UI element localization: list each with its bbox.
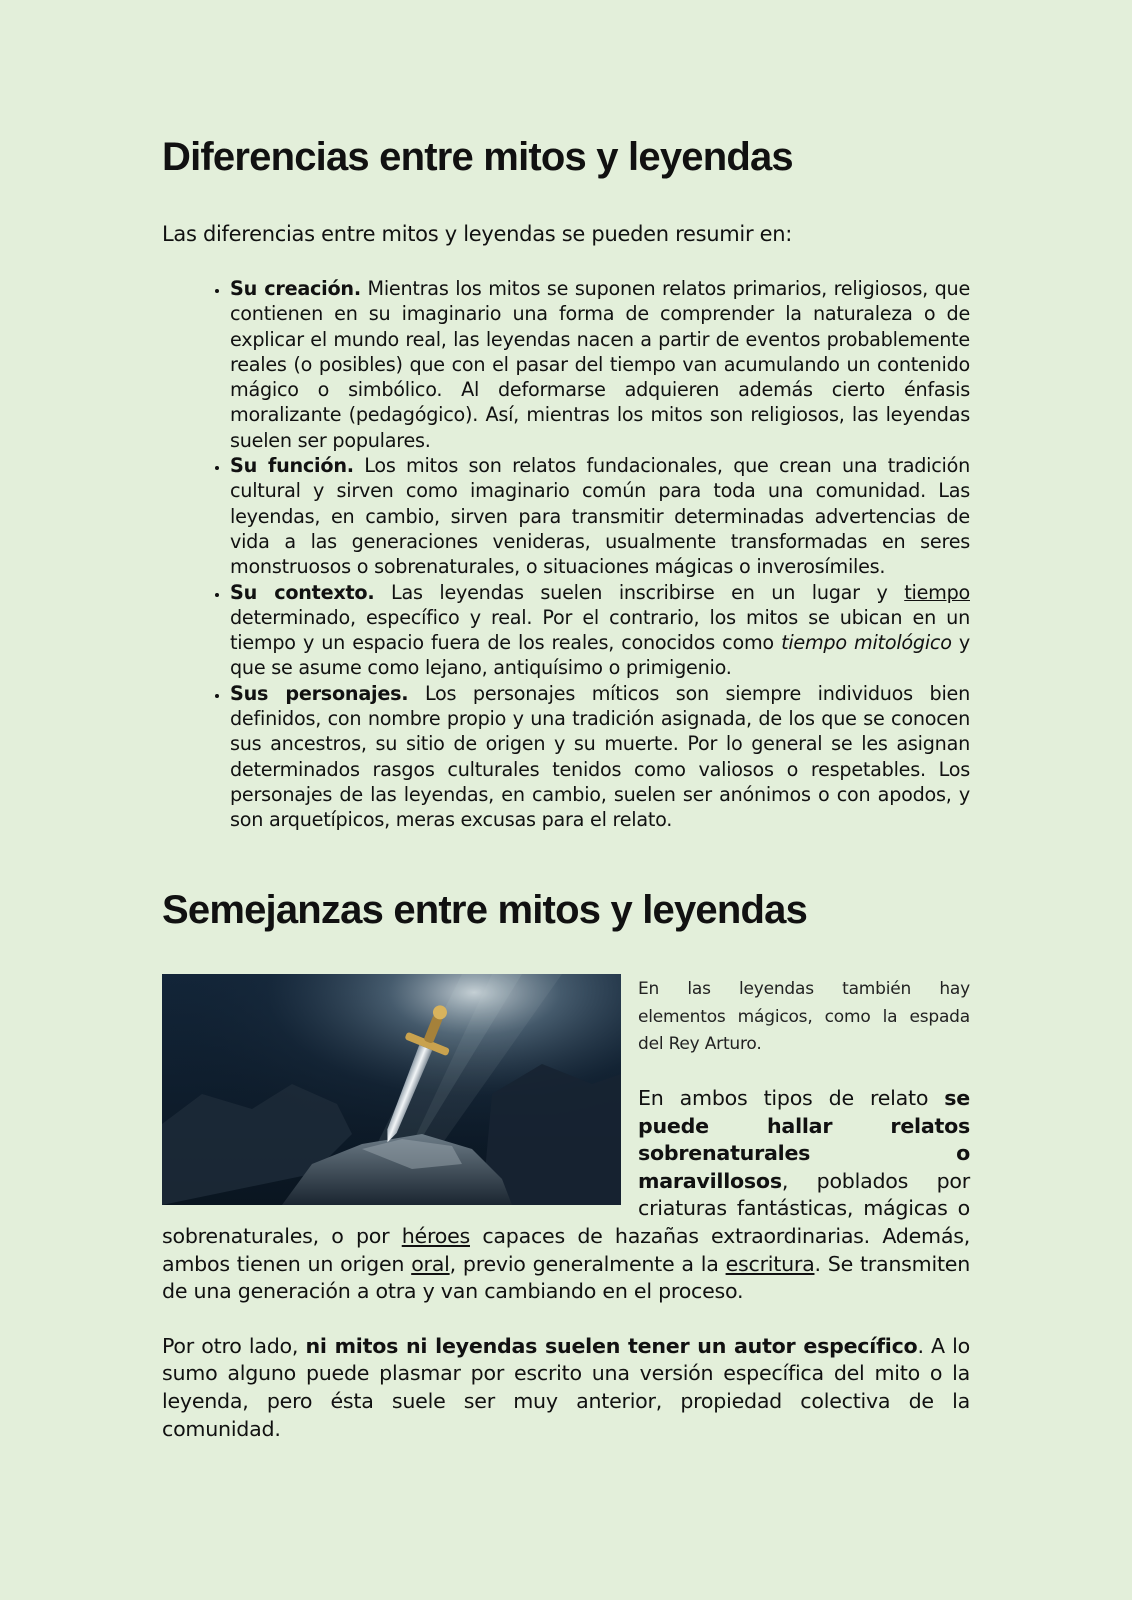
link-escritura[interactable]: escritura [725, 1251, 815, 1276]
link-oral[interactable]: oral [411, 1251, 450, 1276]
list-item-text: y que se asume como lejano, antiquísimo o primigenio. [230, 631, 970, 680]
list-item-characters [230, 681, 970, 833]
differences-list [162, 276, 970, 833]
paragraph-text: , previo generalmente a la [449, 1251, 726, 1276]
list-item-text: Los personajes míticos son siempre individuos bien definidos, con nombre propio y una tradición asignada, de los que se conocen sus ancestros, su sitio de origen y su muerte. Por lo general se les asignan determinados rasgos culturales tenidos como valiosos o respetables. Los personajes de las leyendas, en cambio, suelen ser anónimos o con apodos, y son arquetípicos, meras excusas para el relato. [230, 681, 970, 832]
list-item-function [230, 453, 970, 579]
list-item-text: Las leyendas suelen inscribirse en un lugar y [374, 580, 905, 604]
image-wrap-spacer [162, 1085, 638, 1209]
paragraph-text: . Se transmiten de una generación a otra y van cambiando en el proceso. [162, 1251, 970, 1304]
list-item-label: Sus personajes. [230, 681, 409, 705]
list-item-label: Su contexto. [230, 580, 375, 604]
link-tiempo[interactable]: tiempo [904, 580, 970, 604]
list-item-label: Su función. [230, 454, 354, 478]
similarities-paragraph-2 [162, 1333, 970, 1443]
list-item-context [230, 580, 970, 681]
list-item-text: Los mitos son relatos fundacionales, que crean una tradición cultural y sirven como imaginario común para toda una comunidad. Las leyendas, en cambio, sirven para transmitir determinadas advertencias de vida a las generaciones venideras, usualmente transformadas en seres monstruosos o sobrenaturales, o situaciones mágicas o inverosímiles. [230, 454, 970, 579]
paragraph-text: capaces de hazañas extraordinarias. Además, ambos tienen un origen [162, 1223, 971, 1276]
list-item-label: Su creación. [230, 277, 361, 300]
intro-paragraph: Las diferencias entre mitos y leyendas se pueden resumir en: [162, 222, 793, 246]
paragraph-text: En ambos tipos de relato [638, 1086, 945, 1110]
section-title-differences: Diferencias entre mitos y leyendas [162, 135, 793, 179]
paragraph-text: Por otro lado, [162, 1333, 306, 1358]
list-item-text: determinado, específico y real. Por el contrario, los mitos se ubican en un tiempo y un espacio fuera de los reales, conocidos como [230, 605, 970, 655]
similarities-body [162, 1085, 970, 1443]
paragraph-emphasis: ni mitos ni leyendas suelen tener un autor específico [305, 1333, 918, 1358]
list-item-creation [230, 276, 970, 453]
paragraph-text: , poblados por criaturas fantásticas, mágicas o sobrenaturales, o por [162, 1168, 970, 1248]
section-title-similarities: Semejanzas entre mitos y leyendas [162, 888, 808, 932]
list-item-text: Mientras los mitos se suponen relatos primarios, religiosos, que contienen en su imaginario una forma de comprender la naturaleza o de explicar el mundo real, las leyendas nacen a partir de eventos probablemente reales (o posibles) que con el pasar del tiempo van acumulando un contenido mágico o simbólico. Al deformarse adquieren además cierto énfasis moralizante (pedagógico). Así, mientras los mitos son religiosos, las leyendas suelen ser populares. [230, 277, 970, 452]
link-heroes[interactable]: héroes [401, 1223, 470, 1248]
paragraph-text: . A lo sumo alguno puede plasmar por escrito una versión específica del mito o la leyenda, pero ésta suele ser muy anterior, propiedad colectiva de la comunidad. [162, 1333, 970, 1441]
paragraph-emphasis: se puede hallar relatos sobrenaturales o maravillosos [638, 1086, 970, 1193]
image-caption: En las leyendas también hay elementos mágicos, como la espada del Rey Arturo. [638, 979, 970, 1054]
emphasis-tiempo-mitologico: tiempo mitológico [781, 631, 952, 655]
